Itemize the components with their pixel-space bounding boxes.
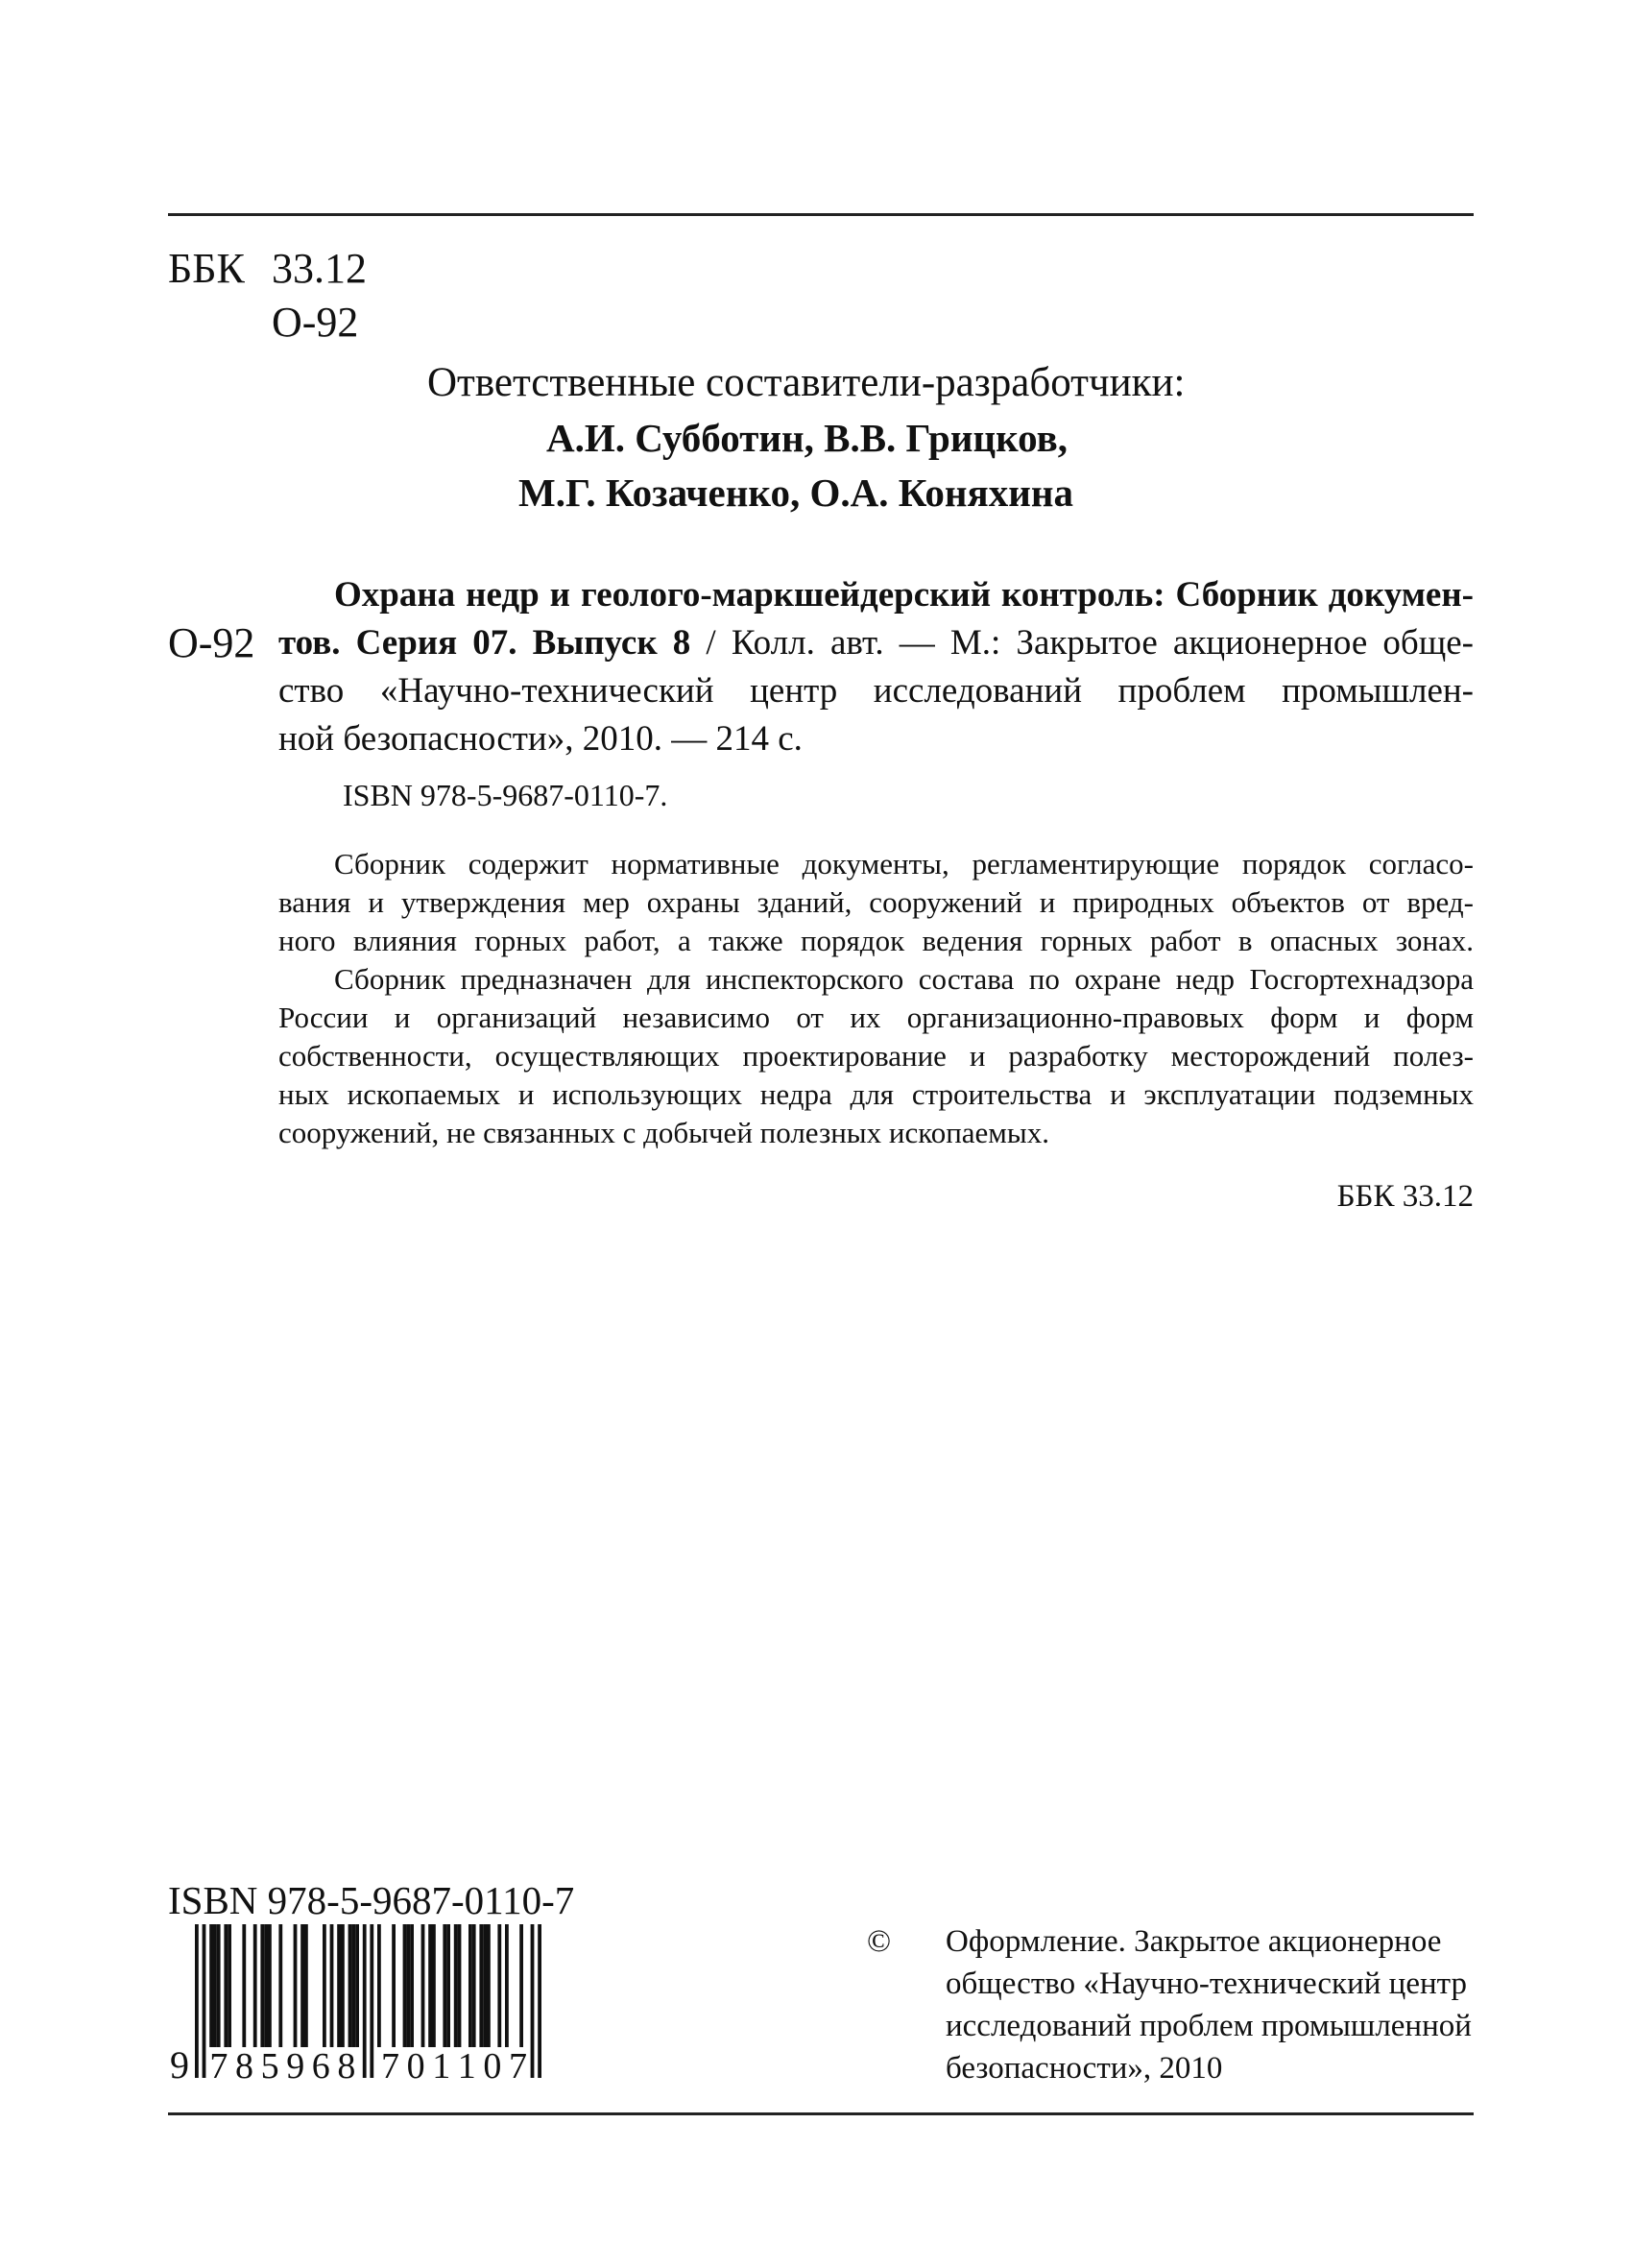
barcode-graphic [168, 1920, 571, 2084]
compilers-block [427, 355, 1185, 520]
barcode-bar [264, 1924, 268, 2047]
barcode-bar [403, 1924, 407, 2047]
copyright-block [869, 1920, 1472, 2089]
barcode-bar [410, 1924, 414, 2047]
barcode-bar [203, 1924, 206, 2078]
barcode-bar [392, 1924, 396, 2047]
barcode-digit: 8 [235, 2046, 253, 2084]
barcode-bar [421, 1924, 425, 2047]
annotation-bbk: ББК 33.12 [1336, 1179, 1474, 1214]
barcode-first-digit: 9 [170, 2043, 189, 2084]
citation-isbn: ISBN 978-5-9687-0110-7. [343, 778, 668, 812]
barcode-bar [472, 1924, 476, 2047]
barcode-bar [468, 1924, 472, 2047]
barcode-digit: 7 [209, 2046, 228, 2084]
bbk-classification [168, 242, 367, 350]
barcode-bar [260, 1924, 264, 2047]
barcode-digit: 1 [432, 2046, 451, 2084]
barcode-bar [330, 1924, 334, 2047]
barcode-bar [278, 1924, 282, 2047]
barcode-bar [268, 1924, 272, 2047]
citation-line: ной безопасности», 2010. — 214 с. [278, 719, 803, 759]
compilers-names-line2: М.Г. Козаченко, О.А. Коняхина [518, 470, 1073, 515]
annotation-line: вания и утверждения мер охраны зданий, сооружений и природных объектов от вред- [278, 885, 1474, 919]
barcode-digit: 0 [406, 2046, 425, 2084]
citation-line: ство «Научно-технический центр исследований проблем промышлен- [278, 671, 1474, 711]
barcode-bar [337, 1924, 341, 2047]
barcode-bar [224, 1924, 228, 2047]
barcode-bar [497, 1924, 501, 2047]
bottom-rule [168, 2112, 1474, 2115]
citation-code: О-92 [168, 619, 255, 666]
citation-title-part2: тов. Серия 07. Выпуск 8 [278, 623, 691, 663]
author-mark-row [168, 296, 367, 350]
barcode-bar [505, 1924, 509, 2047]
barcode-bar [341, 1924, 345, 2047]
barcode-bar [294, 1924, 298, 2047]
barcode-bar [479, 1924, 483, 2047]
barcode-bar [304, 1924, 308, 2047]
citation-line [278, 619, 1474, 667]
bbk-row [168, 242, 367, 296]
copyright-line: общество «Научно-технический центр [946, 1966, 1467, 2001]
annotation-line: ного влияния горных работ, а также порядок ведения горных работ в опасных зонах. [278, 924, 1474, 957]
barcode-bar [519, 1924, 523, 2047]
barcode-bar [432, 1924, 436, 2047]
barcode-bar [195, 1924, 199, 2078]
barcode-digit: 8 [337, 2046, 356, 2084]
barcode-digit: 0 [483, 2046, 502, 2084]
copyright-line: Оформление. Закрытое акционерное [946, 1924, 1442, 1959]
barcode-bar [458, 1924, 462, 2047]
barcode-digit: 1 [457, 2046, 476, 2084]
barcode-bar [242, 1924, 246, 2047]
annotation-line: Сборник предназначен для инспекторского состава по охране недр Госгортехнадзора [334, 962, 1474, 996]
barcode-digit: 7 [509, 2046, 527, 2084]
annotation-line: ных ископаемых и использующих недра для строительства и эксплуатации подземных [278, 1077, 1474, 1111]
citation-author-publisher: / Колл. авт. — М.: Закрытое акционерное обще- [690, 623, 1474, 663]
footer-isbn: ISBN 978-5-9687-0110-7 [168, 1878, 575, 1922]
barcode-bar [228, 1924, 231, 2047]
annotation [278, 845, 1474, 1152]
barcode-bar [428, 1924, 432, 2047]
barcode-digit: 5 [260, 2046, 279, 2084]
barcode-bar [253, 1924, 257, 2047]
annotation-line: сооружений, не связанных с добычей полезных ископаемых. [278, 1116, 1050, 1149]
top-rule [168, 213, 1474, 216]
barcode-bar [300, 1924, 304, 2047]
barcode-digit: 6 [311, 2046, 330, 2084]
isbn-barcode [168, 1920, 571, 2084]
bbk-code: 33.12 [272, 245, 367, 292]
barcode-bar [351, 1924, 355, 2047]
barcode-bar [443, 1924, 446, 2047]
barcode-bar [323, 1924, 326, 2047]
bibliographic-citation [278, 571, 1474, 763]
barcode-bar [487, 1924, 491, 2047]
barcode-bar [483, 1924, 487, 2047]
author-mark: О-92 [272, 299, 359, 346]
barcode-bar [370, 1924, 373, 2078]
citation-line [278, 571, 1474, 619]
barcode-bar [213, 1924, 217, 2047]
barcode-bar [406, 1924, 410, 2047]
copyright-icon: © [867, 1924, 892, 1959]
barcode-digit: 9 [286, 2046, 305, 2084]
barcode-bar [538, 1924, 541, 2078]
annotation-line: России и организаций независимо от их организационно-правовых форм и форм [278, 1001, 1474, 1034]
compilers-title: Ответственные составители-разработчики: [427, 360, 1186, 405]
citation-title-part1: Охрана недр и геолого-маркшейдерский контроль: Сборник докумен- [334, 575, 1474, 615]
barcode-bar [363, 1924, 367, 2078]
barcode-bar [531, 1924, 535, 2078]
barcode-bar [209, 1924, 213, 2047]
copyright-line: исследований проблем промышленной [946, 2009, 1472, 2043]
annotation-line: собственности, осуществляющих проектирование и разработку месторождений полез- [278, 1039, 1474, 1073]
barcode-digit: 7 [381, 2046, 399, 2084]
barcode-bar [355, 1924, 359, 2047]
compilers-names-line1: А.И. Субботин, В.В. Грицков, [546, 416, 1069, 460]
barcode-bar [348, 1924, 352, 2047]
annotation-line: Сборник содержит нормативные документы, регламентирующие порядок согласо- [334, 847, 1474, 881]
copyright-line: безопасности», 2010 [946, 2051, 1223, 2086]
barcode-bar [454, 1924, 458, 2047]
bbk-label: ББК [168, 245, 245, 292]
barcode-bar [446, 1924, 450, 2047]
barcode-bar [217, 1924, 221, 2047]
barcode-bar [377, 1924, 381, 2047]
